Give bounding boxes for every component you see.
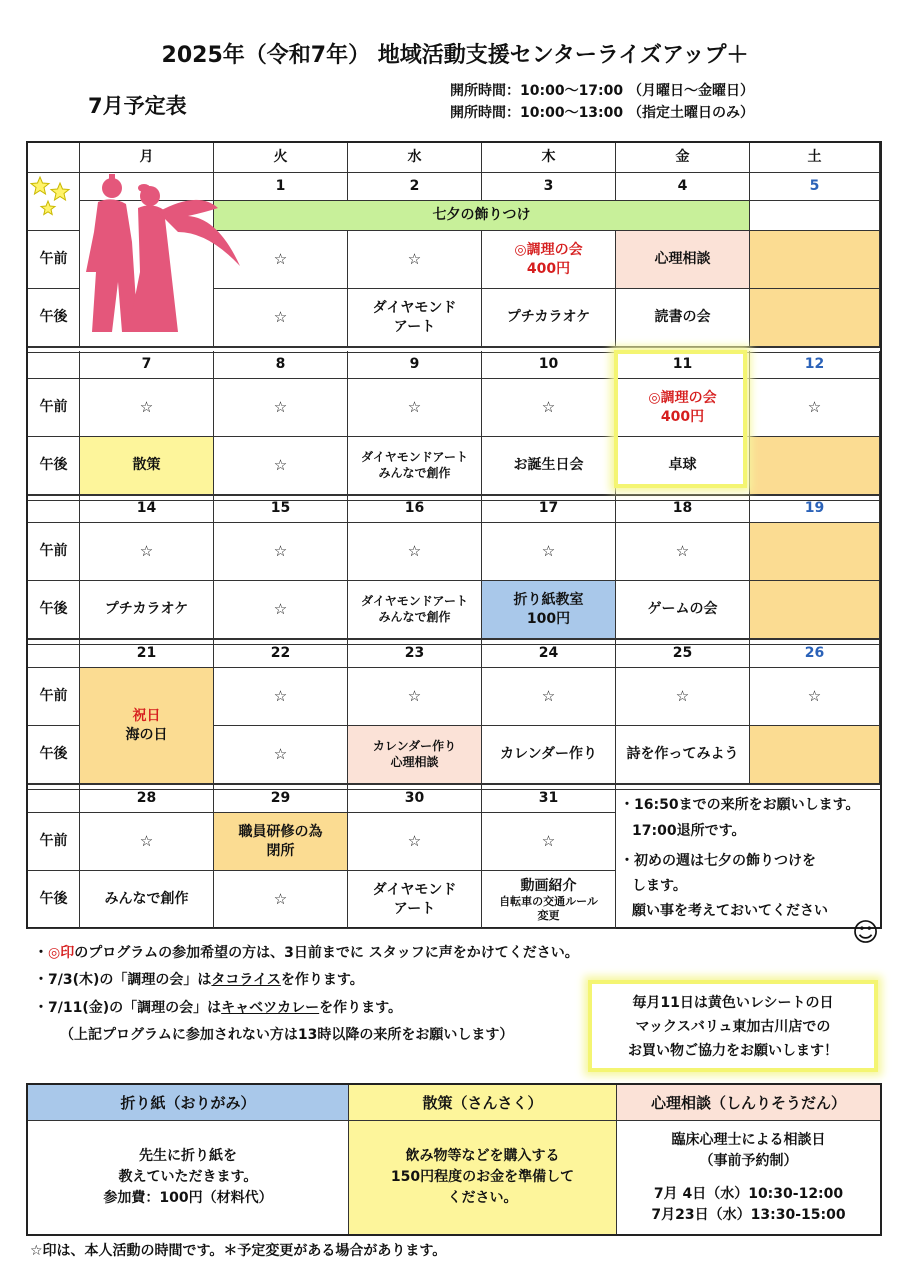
date-cell: 18 [616, 495, 750, 523]
date-cell: 17 [482, 495, 616, 523]
cell-text: ダイヤモンドアート [360, 593, 469, 608]
cell-text: お誕生日会 [513, 457, 584, 474]
cell-text: ☆ [139, 397, 154, 416]
cell-text: ☆ [407, 831, 422, 850]
label-pm: 午後 [28, 289, 80, 347]
date-cell: 30 [348, 785, 482, 813]
side-note-5: 願い事を考えておいてください [632, 903, 828, 919]
date-cell: 1 [214, 173, 348, 201]
cell-text: 心理相談 [654, 251, 711, 268]
date-cell: 24 [482, 640, 616, 668]
info-head-counseling: 心理相談（しんりそうだん） [617, 1085, 880, 1121]
star-cluster-icon [30, 175, 76, 221]
pm-cell [348, 871, 482, 929]
double-circle-mark: ◎印 [48, 945, 75, 961]
date-cell: 7 [80, 351, 214, 379]
cell-text: ☆ [273, 686, 288, 705]
pm-cell [348, 437, 482, 495]
weekday-header-5: 土 [750, 143, 880, 173]
cell-text: 折り紙教室 [513, 592, 584, 609]
date-cell: 21 [80, 640, 214, 668]
am-cell [348, 231, 482, 289]
week-label-spacer-4 [28, 785, 80, 813]
tanabata-banner: 七夕の飾りつけ [214, 201, 750, 231]
cell-text: ☆ [273, 397, 288, 416]
cell-text: ☆ [407, 397, 422, 416]
label-am: 午前 [28, 379, 80, 437]
cell-text: プチカラオケ [506, 309, 591, 326]
cell-text: ☆ [273, 249, 288, 268]
date-cell: 2 [348, 173, 482, 201]
pm-cell [214, 726, 348, 784]
cell-subtext: 自転車の交通ルール [499, 895, 598, 909]
cell-text: ☆ [807, 686, 822, 705]
date-cell: 31 [482, 785, 616, 813]
pm-cell [482, 871, 616, 929]
date-cell: 29 [214, 785, 348, 813]
page-title: 2025年（令和7年） 地域活動支援センターライズアップ＋ [161, 43, 749, 68]
info-body-walk: 飲み物等などを購入する 150円程度のお金を準備して ください。 [349, 1121, 617, 1234]
info-head-walk: 散策（さんさく） [349, 1085, 617, 1121]
side-note-2: 17:00退所です。 [632, 823, 746, 839]
am-cell [214, 379, 348, 437]
pm-cell [348, 289, 482, 347]
cell-text: 動画紹介 [520, 878, 577, 895]
am-cell [750, 523, 880, 581]
cell-text: ☆ [273, 541, 288, 560]
pm-cell [616, 581, 750, 639]
cell-text: みんなで創作 [378, 609, 451, 624]
yellow-receipt-promo: 毎月11日は黄色いレシートの日 マックスバリュ東加古川店での お買い物ご協力をお願いします！ [588, 980, 878, 1072]
week-label-spacer-3 [28, 640, 80, 668]
cell-text: 卓球 [668, 457, 697, 474]
weekday-header-3: 木 [482, 143, 616, 173]
cell-text: ◎調理の会 [514, 242, 583, 259]
smiley-icon: ☺ [852, 918, 880, 948]
cell-text: ☆ [807, 397, 822, 416]
cell-text: ☆ [273, 455, 288, 474]
cell-text: ☆ [541, 686, 556, 705]
pm-cell [616, 437, 750, 495]
cell-text: ☆ [541, 541, 556, 560]
date-cell: 28 [80, 785, 214, 813]
am-cell [616, 668, 750, 726]
weekday-header-4: 金 [616, 143, 750, 173]
cell-text: ☆ [139, 541, 154, 560]
am-cell [348, 813, 482, 871]
pm-cell [750, 726, 880, 784]
pm-cell [80, 437, 214, 495]
weekday-header-0: 月 [80, 143, 214, 173]
date-cell: 10 [482, 351, 616, 379]
cell-text: ☆ [273, 599, 288, 618]
hours-weekday: 開所時間：10:00～17:00 （月曜日～金曜日） [450, 83, 755, 99]
label-pm: 午後 [28, 581, 80, 639]
pm-cell [348, 726, 482, 784]
cell-text: ☆ [139, 831, 154, 850]
cell-text: ☆ [407, 541, 422, 560]
am-cell [616, 523, 750, 581]
side-note-4: します。 [632, 878, 687, 894]
menu-taco-rice: タコライス [211, 972, 281, 989]
cell-text: 詩を作ってみよう [626, 746, 739, 763]
pm-cell [616, 289, 750, 347]
holiday-name: 海の日 [125, 726, 168, 743]
am-cell [348, 379, 482, 437]
label-am: 午前 [28, 668, 80, 726]
cell-text: ☆ [273, 307, 288, 326]
cell-text: ダイヤモンド [372, 882, 457, 899]
cell-text: 散策 [132, 457, 161, 474]
header-corner [28, 143, 80, 173]
cell-text: ☆ [675, 686, 690, 705]
side-note-3: ・初めの週は七夕の飾りつけを [620, 853, 816, 869]
cell-text: 100円 [526, 610, 571, 627]
pm-cell [750, 289, 880, 347]
cell-text: ☆ [407, 249, 422, 268]
info-head-origami: 折り紙（おりがみ） [28, 1085, 349, 1121]
pm-cell [348, 581, 482, 639]
date-cell: 15 [214, 495, 348, 523]
cell-text: 心理相談 [390, 754, 439, 769]
side-note-1: ・16:50までの来所をお願いします。 [620, 797, 860, 813]
am-cell [214, 523, 348, 581]
date-cell: 12 [750, 351, 880, 379]
label-pm: 午後 [28, 726, 80, 784]
am-cell [482, 523, 616, 581]
weekday-header-2: 水 [348, 143, 482, 173]
cell-text: ゲームの会 [647, 601, 718, 618]
date-cell: 19 [750, 495, 880, 523]
label-pm: 午後 [28, 437, 80, 495]
info-table [26, 1083, 882, 1236]
cell-text: ダイヤモンド [372, 300, 457, 317]
date-cell: 16 [348, 495, 482, 523]
program-notes: ・◎印のプログラムの参加希望の方は、3日前までに スタッフに声をかけてください。 ・7/3(木)の「調理の会」はタコライスを作ります。 ・7/11(金)の「調理の会」はキャベツカレーを作ります。 （上記プログラムに参加されない方は13時以降の来所をお願いします） [34, 945, 579, 1043]
cell-text: 400円 [660, 408, 705, 425]
am-cell [214, 813, 348, 871]
pm-cell [80, 581, 214, 639]
date-cell: 5 [750, 173, 880, 201]
label-am: 午前 [28, 231, 80, 289]
orihime-hikoboshi-silhouette-icon [78, 172, 244, 342]
cell-text: みんなで創作 [378, 465, 451, 480]
pm-cell [214, 437, 348, 495]
am-cell [214, 668, 348, 726]
date-cell: 9 [348, 351, 482, 379]
cell-text: ☆ [273, 889, 288, 908]
am-cell [616, 379, 750, 437]
date-cell: 22 [214, 640, 348, 668]
cell-text: 職員研修の為 [238, 824, 323, 841]
cell-text: カレンダー作り [372, 738, 457, 753]
date-cell: 8 [214, 351, 348, 379]
cell-text: アート [393, 900, 436, 917]
info-body-counseling: 臨床心理士による相談日 （事前予約制） 7月 4日（水）10:30-12:00 7月23日（水）13:30-15:00 [651, 1131, 846, 1223]
cell-text: ダイヤモンドアート [360, 449, 469, 464]
am-cell [348, 668, 482, 726]
pm-cell [750, 581, 880, 639]
am-cell [750, 379, 880, 437]
am-cell [616, 231, 750, 289]
week-label-spacer-2 [28, 495, 80, 523]
cell-text: みんなで創作 [104, 891, 189, 908]
pm-cell [214, 581, 348, 639]
date-cell: 4 [616, 173, 750, 201]
pm-cell [482, 289, 616, 347]
date-cell: 3 [482, 173, 616, 201]
date-cell: 11 [616, 351, 750, 379]
cell-text: ☆ [541, 831, 556, 850]
pm-cell [616, 726, 750, 784]
cell-text: ◎調理の会 [648, 390, 717, 407]
pm-cell [482, 581, 616, 639]
info-body-origami: 先生に折り紙を 教えていただきます。 参加費：100円（材料代） [28, 1121, 349, 1234]
hours-saturday: 開所時間：10:00～13:00 （指定土曜日のみ） [450, 105, 755, 121]
am-cell [750, 668, 880, 726]
cell-text: 閉所 [266, 842, 295, 859]
label-pm: 午後 [28, 871, 80, 929]
am-cell [482, 668, 616, 726]
cell-text: 読書の会 [654, 309, 711, 326]
pm-cell [80, 871, 214, 929]
cell-subtext: 変更 [537, 908, 560, 922]
am-cell [482, 379, 616, 437]
holiday-label: 祝日 [132, 708, 161, 725]
menu-cabbage-curry: キャベツカレー [221, 999, 320, 1016]
label-am: 午前 [28, 813, 80, 871]
am-cell [750, 231, 880, 289]
cell-text: ☆ [407, 686, 422, 705]
cell-text: プチカラオケ [104, 601, 189, 618]
date-cell: 25 [616, 640, 750, 668]
weekday-header-1: 火 [214, 143, 348, 173]
cell-text: ☆ [541, 397, 556, 416]
label-am: 午前 [28, 523, 80, 581]
footer-note: ☆印は、本人活動の時間です。＊予定変更がある場合があります。 [30, 1243, 447, 1259]
date-cell: 14 [80, 495, 214, 523]
am-cell [348, 523, 482, 581]
am-cell [80, 523, 214, 581]
pm-cell [482, 437, 616, 495]
am-cell [80, 379, 214, 437]
month-title: 7月予定表 [88, 94, 187, 118]
pm-cell [214, 871, 348, 929]
cell-text: 400円 [526, 260, 571, 277]
cell-text: ☆ [273, 744, 288, 763]
am-cell [482, 231, 616, 289]
banner-blank [750, 201, 880, 231]
cell-text: アート [393, 318, 436, 335]
holiday-cell [80, 668, 214, 784]
pm-cell [750, 437, 880, 495]
cell-text: ☆ [675, 541, 690, 560]
pm-cell [482, 726, 616, 784]
date-cell: 26 [750, 640, 880, 668]
am-cell [80, 813, 214, 871]
week-label-spacer-1 [28, 351, 80, 379]
date-cell: 23 [348, 640, 482, 668]
cell-text: カレンダー作り [499, 746, 598, 763]
am-cell [482, 813, 616, 871]
